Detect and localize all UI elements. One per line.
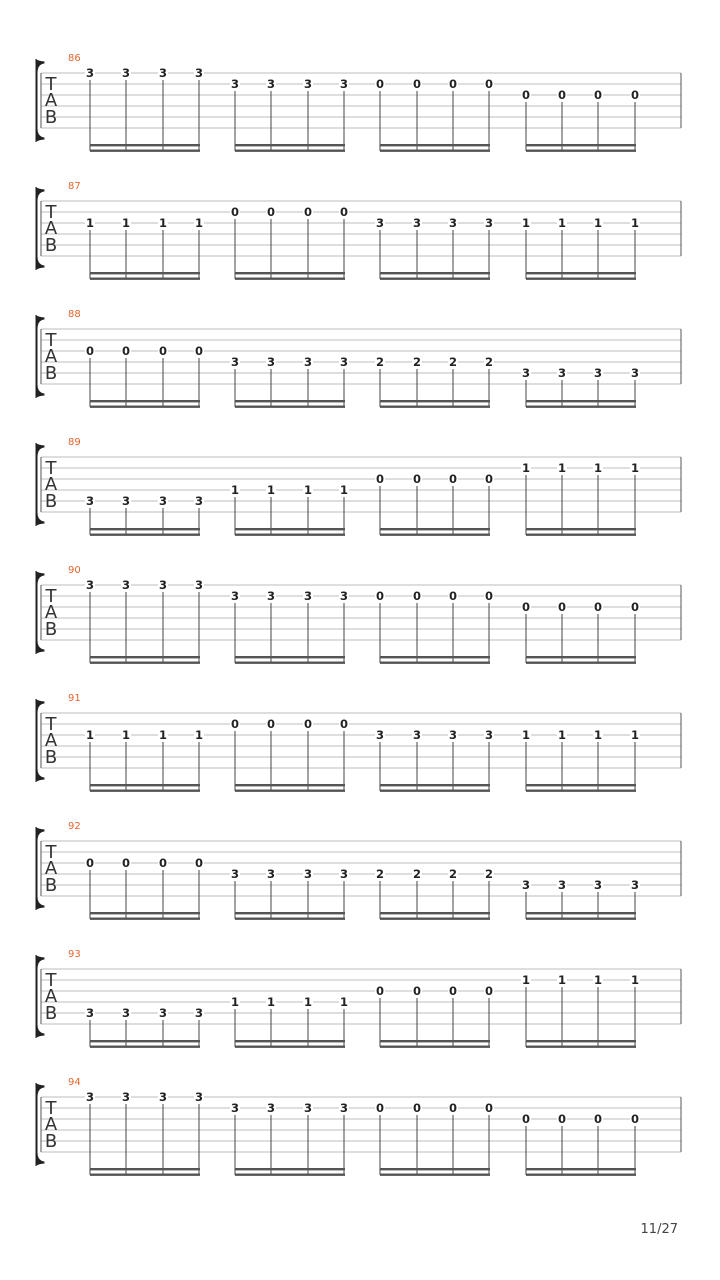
system-bracket [36,827,44,910]
beam-lower [526,918,636,920]
measure-number: 90 [68,565,81,576]
beam-upper [90,400,200,402]
beam-lower [90,790,200,792]
fret-number: 0 [375,472,385,486]
fret-number: 3 [557,878,567,892]
system-bracket [36,59,44,142]
fret-number: 3 [484,216,494,230]
beam-upper [90,784,200,786]
fret-number: 1 [593,216,603,230]
fret-number: 3 [194,1006,204,1020]
fret-number: 3 [266,1101,276,1115]
fret-number: 0 [448,1101,458,1115]
fret-number: 1 [266,995,276,1009]
beam-upper [235,272,345,274]
beam-lower [90,662,200,664]
fret-number: 0 [194,344,204,358]
fret-number: 3 [85,1006,95,1020]
fret-number: 2 [375,867,385,881]
fret-number: 3 [121,578,131,592]
fret-number: 3 [230,1101,240,1115]
beam-upper [380,912,490,914]
beam-upper [235,1040,345,1042]
fret-number: 1 [230,483,240,497]
fret-number: 1 [593,461,603,475]
beam-lower [380,790,490,792]
fret-number: 3 [339,77,349,91]
beam-lower [90,534,200,536]
tab-system-92 [36,821,681,920]
fret-number: 0 [230,717,240,731]
beam-upper [90,272,200,274]
fret-number: 3 [630,366,640,380]
tab-system-89 [36,437,681,536]
fret-number: 1 [521,973,531,987]
beam-lower [380,1046,490,1048]
measure-number: 94 [68,1077,81,1088]
fret-number: 0 [521,600,531,614]
system-bracket [36,443,44,526]
fret-number: 3 [630,878,640,892]
tab-letter-b: B [44,1003,58,1024]
fret-number: 0 [557,1112,567,1126]
beam-lower [90,150,200,152]
fret-number: 3 [266,77,276,91]
fret-number: 3 [121,494,131,508]
fret-number: 0 [484,984,494,998]
beam-upper [90,1168,200,1170]
beam-upper [380,144,490,146]
tab-letter-t: T [45,970,57,991]
tab-system-91 [36,693,681,792]
fret-number: 3 [121,66,131,80]
fret-number: 3 [230,589,240,603]
fret-number: 1 [121,216,131,230]
beam-upper [526,1168,636,1170]
fret-number: 3 [593,878,603,892]
fret-number: 0 [339,205,349,219]
tab-letter-b: B [44,363,58,384]
fret-number: 1 [194,216,204,230]
fret-number: 3 [85,1090,95,1104]
fret-number: 2 [412,867,422,881]
fret-number: 3 [412,728,422,742]
beam-upper [90,656,200,658]
beam-upper [526,400,636,402]
fret-number: 3 [85,494,95,508]
fret-number: 3 [303,589,313,603]
fret-number: 3 [521,366,531,380]
tab-letter-a: A [44,730,58,751]
fret-number: 0 [412,589,422,603]
tab-system-90 [36,565,681,664]
beam-lower [235,278,345,280]
beam-lower [526,534,636,536]
fret-number: 2 [484,867,494,881]
fret-number: 0 [266,717,276,731]
fret-number: 0 [121,856,131,870]
beam-upper [380,656,490,658]
beam-upper [526,1040,636,1042]
system-bracket [36,571,44,654]
fret-number: 3 [448,216,458,230]
fret-number: 1 [593,973,603,987]
fret-number: 1 [85,728,95,742]
fret-number: 3 [375,728,385,742]
fret-number: 0 [158,344,168,358]
tab-letter-t: T [45,202,57,223]
tab-system-93 [36,949,681,1048]
fret-number: 0 [412,1101,422,1115]
fret-number: 3 [339,355,349,369]
beam-lower [90,1046,200,1048]
fret-number: 0 [593,1112,603,1126]
fret-number: 3 [303,77,313,91]
fret-number: 3 [557,366,567,380]
measure-number: 91 [68,693,81,704]
beam-lower [235,1174,345,1176]
fret-number: 0 [630,88,640,102]
fret-number: 3 [194,1090,204,1104]
fret-number: 0 [375,77,385,91]
beam-upper [526,144,636,146]
beam-upper [380,400,490,402]
fret-number: 3 [85,578,95,592]
beam-upper [235,144,345,146]
beam-lower [235,1046,345,1048]
beam-lower [235,406,345,408]
fret-number: 0 [375,589,385,603]
fret-number: 1 [521,216,531,230]
beam-upper [526,784,636,786]
beam-upper [526,528,636,530]
measure-number: 86 [68,53,81,64]
beam-lower [526,150,636,152]
fret-number: 3 [230,867,240,881]
beam-upper [526,656,636,658]
fret-number: 3 [593,366,603,380]
beam-upper [235,400,345,402]
fret-number: 2 [375,355,385,369]
fret-number: 0 [121,344,131,358]
fret-number: 0 [194,856,204,870]
fret-number: 0 [412,984,422,998]
beam-upper [90,1040,200,1042]
fret-number: 0 [593,600,603,614]
fret-number: 2 [448,355,458,369]
fret-number: 1 [557,461,567,475]
fret-number: 3 [158,494,168,508]
tab-system-88 [36,309,681,408]
fret-number: 3 [339,1101,349,1115]
beam-lower [90,278,200,280]
beam-upper [235,1168,345,1170]
fret-number: 0 [484,589,494,603]
fret-number: 0 [448,472,458,486]
fret-number: 3 [158,1006,168,1020]
fret-number: 3 [230,77,240,91]
beam-upper [526,912,636,914]
fret-number: 3 [266,355,276,369]
measure-number: 92 [68,821,81,832]
tab-letter-t: T [45,842,57,863]
beam-lower [380,150,490,152]
beam-upper [380,1040,490,1042]
fret-number: 0 [557,88,567,102]
fret-number: 1 [303,995,313,1009]
fret-number: 1 [158,216,168,230]
beam-upper [235,528,345,530]
fret-number: 1 [593,728,603,742]
fret-number: 0 [303,205,313,219]
fret-number: 0 [412,77,422,91]
fret-number: 1 [303,483,313,497]
fret-number: 2 [484,355,494,369]
beam-lower [380,918,490,920]
fret-number: 3 [303,355,313,369]
measure-number: 87 [68,181,81,192]
fret-number: 0 [230,205,240,219]
fret-number: 3 [85,66,95,80]
beam-lower [235,918,345,920]
fret-number: 3 [158,578,168,592]
tab-letter-a: A [44,602,58,623]
fret-number: 3 [266,867,276,881]
fret-number: 1 [521,461,531,475]
fret-number: 1 [85,216,95,230]
tab-letter-b: B [44,747,58,768]
fret-number: 3 [194,578,204,592]
fret-number: 1 [339,995,349,1009]
beam-upper [90,912,200,914]
beam-upper [90,528,200,530]
tab-letter-a: A [44,90,58,111]
system-bracket [36,955,44,1038]
system-bracket [36,1083,44,1166]
fret-number: 3 [230,355,240,369]
beam-lower [90,918,200,920]
tab-letter-b: B [44,619,58,640]
beam-lower [380,662,490,664]
beam-upper [235,784,345,786]
fret-number: 1 [557,216,567,230]
beam-upper [235,656,345,658]
tab-letter-a: A [44,474,58,495]
beam-upper [90,144,200,146]
fret-number: 1 [266,483,276,497]
tab-letter-b: B [44,875,58,896]
fret-number: 0 [484,472,494,486]
fret-number: 1 [630,461,640,475]
fret-number: 0 [448,77,458,91]
fret-number: 3 [266,589,276,603]
beam-lower [235,150,345,152]
tab-system-86 [36,53,681,152]
page-number: 11/27 [640,1222,678,1237]
beam-upper [380,272,490,274]
tab-letter-b: B [44,491,58,512]
fret-number: 3 [521,878,531,892]
tab-letter-t: T [45,74,57,95]
beam-lower [235,534,345,536]
system-bracket [36,699,44,782]
fret-number: 3 [121,1090,131,1104]
fret-number: 0 [484,1101,494,1115]
fret-number: 1 [630,728,640,742]
fret-number: 2 [448,867,458,881]
fret-number: 0 [521,1112,531,1126]
beam-upper [380,1168,490,1170]
measure-number: 88 [68,309,81,320]
fret-number: 0 [266,205,276,219]
fret-number: 3 [303,867,313,881]
tab-letter-t: T [45,586,57,607]
system-bracket [36,187,44,270]
fret-number: 3 [412,216,422,230]
tab-letter-t: T [45,714,57,735]
fret-number: 1 [630,973,640,987]
fret-number: 0 [448,984,458,998]
fret-number: 1 [521,728,531,742]
fret-number: 0 [339,717,349,731]
fret-number: 0 [630,600,640,614]
fret-number: 1 [557,973,567,987]
fret-number: 0 [85,344,95,358]
fret-number: 1 [230,995,240,1009]
beam-lower [526,406,636,408]
tab-letter-a: A [44,986,58,1007]
tab-letter-a: A [44,346,58,367]
fret-number: 0 [448,589,458,603]
beam-lower [526,1174,636,1176]
fret-number: 3 [194,66,204,80]
fret-number: 0 [412,472,422,486]
beam-lower [380,278,490,280]
fret-number: 0 [303,717,313,731]
beam-lower [380,1174,490,1176]
fret-number: 1 [194,728,204,742]
fret-number: 1 [557,728,567,742]
tab-system-87 [36,181,681,280]
measure-number: 89 [68,437,81,448]
fret-number: 3 [484,728,494,742]
fret-number: 1 [630,216,640,230]
tab-letter-b: B [44,107,58,128]
tab-letter-b: B [44,235,58,256]
tab-letter-t: T [45,458,57,479]
tab-letter-t: T [45,330,57,351]
fret-number: 0 [557,600,567,614]
beam-upper [235,912,345,914]
fret-number: 0 [593,88,603,102]
fret-number: 1 [339,483,349,497]
fret-number: 0 [484,77,494,91]
fret-number: 3 [339,867,349,881]
fret-number: 0 [158,856,168,870]
beam-lower [90,1174,200,1176]
system-bracket [36,315,44,398]
fret-number: 3 [448,728,458,742]
fret-number: 0 [630,1112,640,1126]
measure-number: 93 [68,949,81,960]
beam-upper [526,272,636,274]
beam-lower [235,662,345,664]
beam-lower [235,790,345,792]
fret-number: 0 [375,1101,385,1115]
tab-letter-a: A [44,1114,58,1135]
beam-upper [380,784,490,786]
beam-lower [526,662,636,664]
beam-lower [526,790,636,792]
fret-number: 3 [121,1006,131,1020]
fret-number: 3 [158,66,168,80]
tab-letter-b: B [44,1131,58,1152]
beam-lower [526,278,636,280]
beam-upper [380,528,490,530]
tab-letter-t: T [45,1098,57,1119]
tab-letter-a: A [44,858,58,879]
fret-number: 3 [339,589,349,603]
fret-number: 0 [521,88,531,102]
fret-number: 3 [375,216,385,230]
fret-number: 3 [158,1090,168,1104]
fret-number: 2 [412,355,422,369]
fret-number: 3 [303,1101,313,1115]
fret-number: 1 [158,728,168,742]
tab-letter-a: A [44,218,58,239]
tab-system-94 [36,1077,681,1176]
beam-lower [380,534,490,536]
fret-number: 1 [121,728,131,742]
fret-number: 0 [375,984,385,998]
beam-lower [380,406,490,408]
beam-lower [90,406,200,408]
beam-lower [526,1046,636,1048]
fret-number: 3 [194,494,204,508]
fret-number: 0 [85,856,95,870]
